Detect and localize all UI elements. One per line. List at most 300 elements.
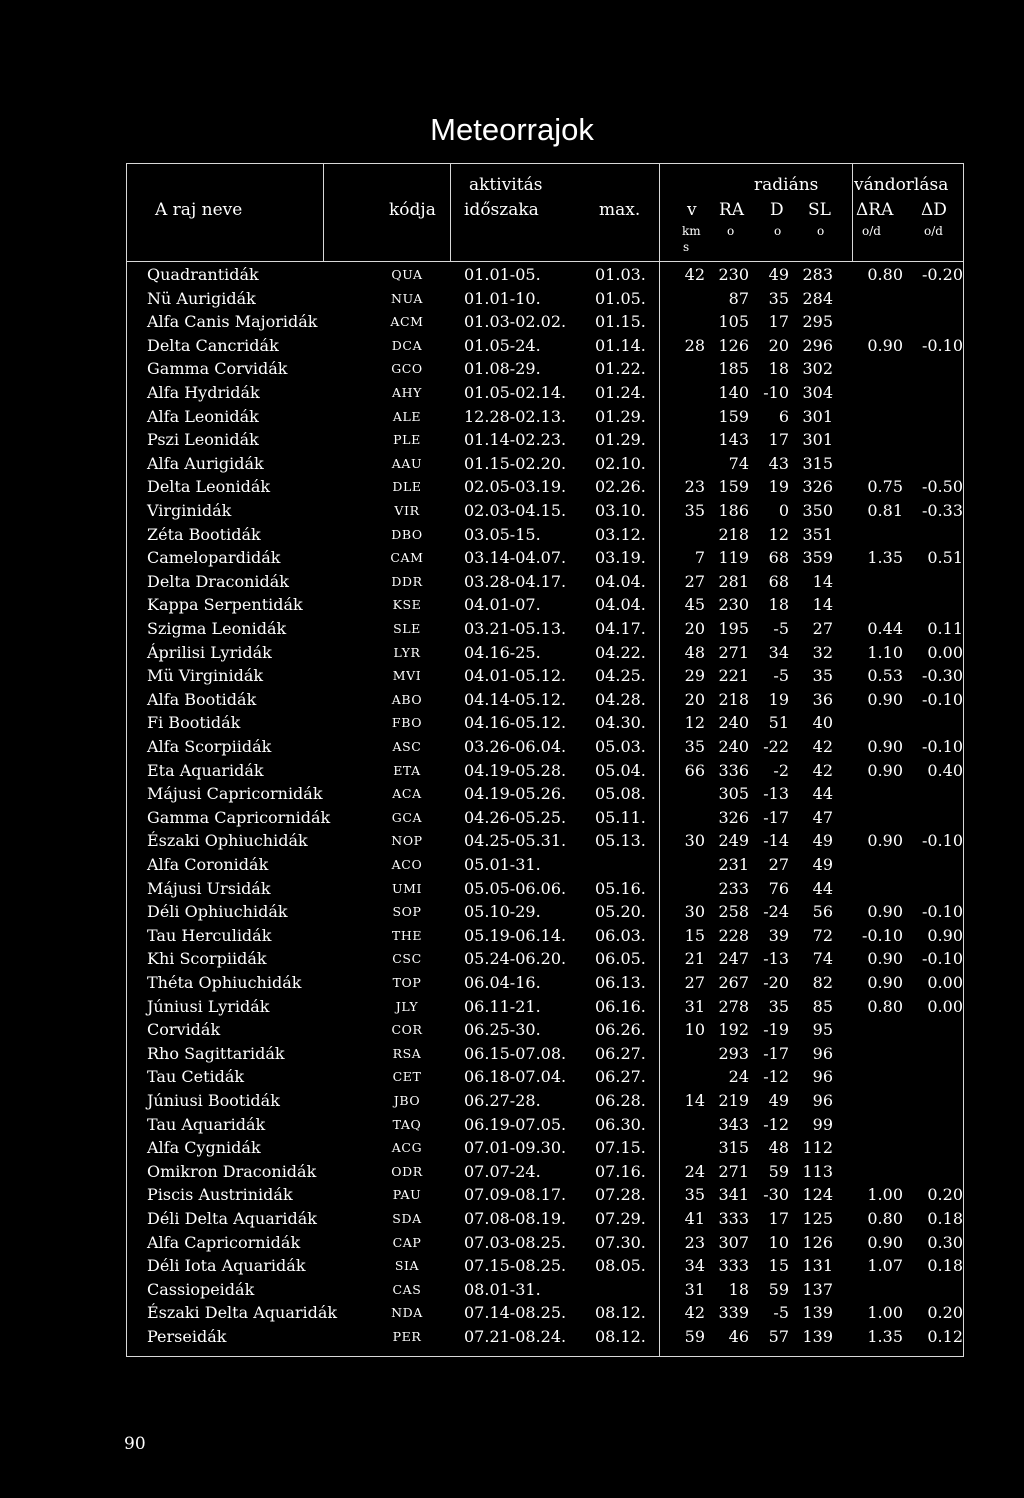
shower-name: Camelopardidák: [147, 548, 281, 568]
activity-period: 04.01-07.: [464, 595, 541, 615]
activity-period: 05.24-06.20.: [464, 949, 567, 969]
shower-code: TOP: [392, 975, 422, 990]
shower-name: Omikron Draconidák: [147, 1161, 317, 1181]
activity-period: 07.07-24.: [464, 1161, 541, 1181]
shower-code: ASC: [392, 739, 422, 754]
radiant-sl: 27: [812, 619, 833, 638]
drift-d: 0.00: [927, 642, 963, 662]
velocity: 42: [684, 1303, 705, 1323]
drift-ra: 1.07: [867, 1256, 903, 1276]
activity-period: 07.14-08.25.: [464, 1303, 567, 1323]
maximum-date: 05.03.: [595, 737, 646, 756]
activity-period: 01.08-29.: [464, 359, 541, 379]
radiant-d: 6: [778, 406, 789, 426]
header-drift: vándorlása: [854, 175, 949, 195]
radiant-d: -12: [763, 1114, 789, 1134]
shower-code: AHY: [392, 385, 422, 400]
drift-d: -0.10: [921, 737, 963, 756]
radiant-d: 17: [768, 1209, 789, 1228]
shower-code: ACA: [392, 786, 422, 802]
radiant-sl: 40: [812, 713, 833, 733]
radiant-ra: 218: [718, 524, 749, 544]
radiant-d: -12: [763, 1067, 789, 1087]
radiant-ra: 233: [718, 878, 749, 898]
drift-d: -0.33: [921, 501, 963, 520]
radiant-sl: 295: [802, 312, 833, 332]
drift-ra: 1.00: [867, 1185, 903, 1205]
shower-name: Szigma Leonidák: [147, 619, 287, 638]
drift-d: 0.51: [927, 548, 963, 568]
radiant-d: 59: [768, 1279, 789, 1299]
velocity: 12: [684, 713, 705, 733]
radiant-ra: 258: [718, 902, 749, 922]
shower-name: Corvidák: [147, 1020, 221, 1040]
activity-period: 08.01-31.: [464, 1279, 541, 1299]
header-sl: SL: [808, 200, 831, 220]
radiant-d: 12: [768, 524, 789, 544]
maximum-date: 04.04.: [595, 595, 646, 615]
velocity: 48: [684, 642, 705, 662]
radiant-sl: 49: [812, 855, 833, 874]
header-activity-bottom: időszaka: [464, 200, 539, 220]
drift-ra: 0.44: [867, 619, 903, 638]
shower-code: PLE: [393, 432, 421, 448]
shower-name: Quadrantidák: [147, 265, 259, 284]
shower-code: DBO: [391, 526, 423, 542]
shower-code: AAU: [391, 455, 423, 471]
header-delta-ra: ΔRA: [856, 200, 894, 220]
maximum-date: 05.13.: [595, 831, 646, 851]
drift-ra: 0.90: [867, 949, 903, 969]
drift-d: -0.10: [921, 831, 963, 851]
drift-d: 0.40: [927, 760, 963, 780]
radiant-ra: 159: [718, 477, 749, 497]
drift-ra: 0.80: [867, 1209, 903, 1228]
maximum-date: 01.29.: [595, 430, 646, 450]
radiant-d: 17: [768, 430, 789, 450]
maximum-date: 07.16.: [595, 1161, 646, 1181]
radiant-d: 76: [768, 878, 789, 898]
radiant-sl: 35: [812, 666, 833, 686]
drift-d: -0.10: [921, 902, 963, 922]
maximum-date: 05.08.: [595, 784, 646, 804]
shower-name: Alfa Bootidák: [147, 689, 257, 709]
radiant-sl: 139: [802, 1327, 833, 1346]
shower-name: Delta Cancridák: [147, 335, 279, 355]
activity-period: 05.01-31.: [464, 855, 541, 874]
radiant-d: -5: [773, 666, 789, 686]
radiant-d: -14: [763, 831, 789, 851]
radiant-d: -5: [773, 1303, 789, 1323]
shower-name: Júniusi Bootidák: [147, 1091, 280, 1110]
maximum-date: 05.11.: [595, 807, 646, 827]
maximum-date: 01.29.: [595, 406, 646, 426]
meteor-shower-table: [126, 163, 964, 1357]
radiant-ra: 230: [718, 265, 749, 284]
activity-period: 04.16-25.: [464, 642, 541, 662]
shower-name: Áprilisi Lyridák: [147, 642, 272, 662]
drift-ra: -0.10: [861, 925, 903, 945]
radiant-sl: 131: [802, 1256, 833, 1276]
maximum-date: 07.30.: [595, 1232, 646, 1252]
shower-code: SDA: [392, 1211, 422, 1226]
shower-name: Alfa Scorpiidák: [147, 737, 272, 756]
velocity: 34: [684, 1256, 705, 1276]
radiant-sl: 284: [802, 288, 833, 308]
drift-ra: 0.75: [867, 477, 903, 497]
radiant-d: 20: [768, 335, 789, 355]
radiant-ra: 271: [718, 1161, 749, 1181]
drift-d: -0.50: [921, 477, 963, 497]
radiant-ra: 87: [728, 288, 749, 308]
activity-period: 05.19-06.14.: [464, 925, 567, 945]
radiant-sl: 47: [812, 807, 833, 827]
shower-name: Északi Ophiuchidák: [147, 831, 308, 851]
drift-ra: 0.80: [867, 996, 903, 1016]
radiant-d: -2: [773, 760, 789, 780]
maximum-date: 05.20.: [595, 902, 646, 922]
shower-code: COR: [391, 1022, 423, 1038]
radiant-ra: 219: [718, 1091, 749, 1110]
maximum-date: 07.28.: [595, 1185, 646, 1205]
maximum-date: 06.27.: [595, 1067, 646, 1087]
drift-ra: 0.90: [867, 689, 903, 709]
velocity: 24: [684, 1161, 705, 1181]
radiant-d: -20: [763, 973, 789, 992]
header-code: kódja: [389, 200, 436, 220]
radiant-d: -22: [763, 737, 789, 756]
shower-code: ETA: [393, 762, 421, 778]
drift-d: 0.00: [927, 973, 963, 992]
radiant-ra: 231: [718, 855, 749, 874]
drift-ra: 0.90: [867, 973, 903, 992]
radiant-d: 10: [768, 1232, 789, 1252]
radiant-d: 0: [778, 501, 789, 520]
radiant-ra: 18: [728, 1279, 749, 1299]
radiant-ra: 185: [718, 359, 749, 379]
velocity: 7: [694, 548, 705, 568]
drift-d: 0.11: [927, 619, 963, 638]
drift-ra: 1.10: [867, 642, 903, 662]
activity-period: 07.01-09.30.: [464, 1138, 567, 1158]
radiant-d: 35: [768, 996, 789, 1016]
maximum-date: 03.10.: [595, 501, 646, 520]
radiant-d: 19: [768, 689, 789, 709]
header-name: A raj neve: [155, 200, 243, 220]
shower-code: SOP: [392, 904, 422, 920]
shower-name: Déli Iota Aquaridák: [147, 1256, 306, 1276]
maximum-date: 04.28.: [595, 689, 646, 709]
header-radiant: radiáns: [754, 175, 819, 195]
radiant-sl: 72: [812, 925, 833, 945]
activity-period: 01.14-02.23.: [464, 430, 567, 450]
activity-period: 01.01-10.: [464, 288, 541, 308]
radiant-ra: 195: [718, 619, 749, 638]
radiant-d: -5: [773, 619, 789, 638]
radiant-ra: 218: [718, 689, 749, 709]
radiant-ra: 230: [718, 595, 749, 615]
velocity: 66: [684, 760, 705, 780]
velocity: 23: [684, 1232, 705, 1252]
radiant-sl: 113: [802, 1161, 833, 1181]
shower-name: Északi Delta Aquaridák: [147, 1303, 338, 1323]
maximum-date: 06.27.: [595, 1043, 646, 1063]
velocity: 29: [684, 666, 705, 686]
shower-name: Déli Delta Aquaridák: [147, 1209, 317, 1228]
drift-ra: 0.90: [867, 902, 903, 922]
header-d: D: [770, 200, 784, 220]
activity-period: 01.01-05.: [464, 265, 541, 284]
activity-period: 03.21-05.13.: [464, 619, 567, 638]
drift-ra: 0.53: [867, 666, 903, 686]
radiant-sl: 315: [802, 453, 833, 473]
shower-name: Alfa Aurigidák: [147, 453, 264, 473]
header-v-unit-s: s: [683, 240, 690, 254]
radiant-d: -13: [763, 949, 789, 969]
radiant-d: -13: [763, 784, 789, 804]
shower-code: JBO: [393, 1093, 421, 1108]
radiant-d: 48: [768, 1138, 789, 1158]
radiant-ra: 186: [718, 501, 749, 520]
maximum-date: 06.16.: [595, 996, 646, 1016]
velocity: 20: [684, 619, 705, 638]
radiant-ra: 339: [718, 1303, 749, 1323]
radiant-sl: 112: [802, 1138, 833, 1158]
radiant-sl: 351: [802, 524, 833, 544]
radiant-ra: 119: [718, 548, 749, 568]
radiant-d: 43: [768, 453, 789, 473]
shower-name: Piscis Austrinidák: [147, 1185, 293, 1205]
radiant-d: 57: [768, 1327, 789, 1346]
activity-period: 01.03-02.02.: [464, 312, 567, 332]
velocity: 15: [684, 925, 705, 945]
radiant-ra: 46: [728, 1327, 749, 1346]
header-ra-unit: o: [727, 224, 735, 238]
radiant-d: 27: [768, 855, 789, 874]
radiant-sl: 74: [812, 949, 833, 969]
shower-code: DDR: [391, 573, 423, 589]
radiant-sl: 283: [802, 265, 833, 284]
shower-code: ABO: [391, 691, 423, 707]
velocity: 20: [684, 689, 705, 709]
maximum-date: 04.22.: [595, 642, 646, 662]
radiant-d: 49: [768, 1091, 789, 1110]
velocity: 21: [684, 949, 705, 969]
maximum-date: 06.28.: [595, 1091, 646, 1110]
drift-ra: 1.00: [867, 1303, 903, 1323]
radiant-sl: 96: [812, 1091, 833, 1110]
shower-code: DLE: [392, 479, 422, 495]
drift-ra: 0.90: [867, 831, 903, 851]
radiant-d: -19: [763, 1020, 789, 1040]
drift-d: 0.18: [927, 1209, 963, 1228]
shower-name: Májusi Capricornidák: [147, 784, 323, 804]
header-sl-unit: o: [817, 224, 825, 238]
shower-code: NUA: [391, 290, 423, 306]
maximum-date: 08.05.: [595, 1256, 646, 1276]
activity-period: 06.25-30.: [464, 1020, 541, 1040]
drift-ra: 0.90: [867, 760, 903, 780]
activity-period: 04.19-05.28.: [464, 760, 567, 780]
shower-code: RSA: [392, 1045, 422, 1061]
shower-name: Tau Aquaridák: [147, 1114, 266, 1134]
velocity: 42: [684, 265, 705, 284]
shower-name: Tau Cetidák: [147, 1067, 245, 1087]
maximum-date: 07.15.: [595, 1138, 646, 1158]
shower-code: THE: [391, 927, 423, 943]
radiant-ra: 143: [718, 430, 749, 450]
shower-name: Pszi Leonidák: [147, 430, 259, 450]
header-max: max.: [599, 200, 641, 220]
radiant-ra: 24: [728, 1067, 749, 1087]
radiant-sl: 49: [812, 831, 833, 851]
maximum-date: 04.25.: [595, 666, 646, 686]
radiant-sl: 96: [812, 1067, 833, 1087]
maximum-date: 05.04.: [595, 760, 646, 780]
velocity: 10: [684, 1020, 705, 1040]
shower-name: Alfa Hydridák: [147, 383, 260, 402]
shower-name: Théta Ophiuchidák: [147, 973, 302, 992]
radiant-ra: 343: [718, 1114, 749, 1134]
maximum-date: 04.17.: [595, 619, 646, 638]
maximum-date: 06.13.: [595, 973, 646, 992]
radiant-sl: 85: [812, 996, 833, 1016]
shower-name: Khi Scorpiidák: [147, 949, 267, 969]
activity-period: 04.14-05.12.: [464, 689, 567, 709]
shower-code: KSE: [392, 597, 422, 613]
radiant-ra: 249: [718, 831, 749, 851]
drift-d: 0.20: [927, 1303, 963, 1323]
radiant-sl: 96: [812, 1043, 833, 1063]
shower-name: Delta Draconidák: [147, 571, 289, 591]
shower-name: Májusi Ursidák: [147, 878, 271, 898]
header-d-unit: o: [774, 224, 782, 238]
page-number: 90: [124, 1434, 146, 1454]
radiant-ra: 333: [718, 1256, 749, 1276]
drift-d: 0.20: [927, 1185, 963, 1205]
velocity: 27: [684, 571, 705, 591]
shower-code: CAS: [392, 1281, 422, 1297]
drift-d: 0.12: [927, 1327, 963, 1346]
shower-code: NDA: [391, 1305, 423, 1321]
activity-period: 02.03-04.15.: [464, 501, 567, 520]
radiant-sl: 44: [812, 878, 833, 898]
shower-name: Júniusi Lyridák: [147, 996, 270, 1016]
shower-code: PER: [392, 1329, 422, 1344]
radiant-d: 18: [768, 359, 789, 379]
activity-period: 05.05-06.06.: [464, 878, 567, 898]
radiant-ra: 315: [718, 1138, 749, 1158]
radiant-ra: 140: [718, 383, 749, 402]
drift-d: 0.00: [927, 996, 963, 1016]
drift-d: 0.18: [927, 1256, 963, 1276]
velocity: 28: [684, 335, 705, 355]
radiant-sl: 302: [802, 359, 833, 379]
shower-code: NOP: [391, 833, 423, 849]
activity-period: 04.16-05.12.: [464, 713, 567, 733]
radiant-sl: 350: [802, 501, 833, 520]
radiant-d: -30: [763, 1185, 789, 1205]
maximum-date: 08.12.: [595, 1327, 646, 1346]
shower-code: ALE: [392, 408, 422, 424]
activity-period: 04.26-05.25.: [464, 807, 567, 827]
activity-period: 01.05-24.: [464, 335, 541, 355]
radiant-sl: 304: [802, 383, 833, 402]
radiant-sl: 359: [802, 548, 833, 568]
maximum-date: 03.12.: [595, 524, 646, 544]
maximum-date: 04.04.: [595, 571, 646, 591]
drift-d: -0.10: [921, 949, 963, 969]
maximum-date: 01.22.: [595, 359, 646, 379]
shower-name: Gamma Corvidák: [147, 359, 288, 379]
activity-period: 01.05-02.14.: [464, 383, 567, 402]
drift-d: -0.10: [921, 689, 963, 709]
shower-name: Tau Herculidák: [147, 925, 272, 945]
maximum-date: 06.26.: [595, 1020, 646, 1040]
shower-name: Kappa Serpentidák: [147, 595, 303, 615]
radiant-sl: 14: [812, 595, 833, 615]
maximum-date: 06.05.: [595, 949, 646, 969]
radiant-sl: 301: [802, 430, 833, 450]
maximum-date: 06.03.: [595, 925, 646, 945]
radiant-sl: 99: [812, 1114, 833, 1134]
radiant-d: -17: [763, 807, 789, 827]
velocity: 35: [684, 1185, 705, 1205]
shower-name: Alfa Capricornidák: [147, 1232, 301, 1252]
header-ra: RA: [719, 200, 745, 220]
activity-period: 07.21-08.24.: [464, 1327, 567, 1346]
activity-period: 07.03-08.25.: [464, 1232, 567, 1252]
radiant-ra: 159: [718, 406, 749, 426]
radiant-d: 68: [768, 548, 789, 568]
radiant-sl: 124: [802, 1185, 833, 1205]
shower-code: CSC: [392, 951, 422, 967]
activity-period: 06.19-07.05.: [464, 1114, 567, 1134]
shower-code: ACG: [391, 1140, 423, 1156]
radiant-ra: 267: [718, 973, 749, 992]
shower-code: LYR: [393, 644, 421, 660]
radiant-sl: 56: [812, 902, 833, 922]
radiant-sl: 95: [812, 1020, 833, 1040]
drift-ra: 0.90: [867, 335, 903, 355]
shower-name: Alfa Leonidák: [147, 406, 259, 426]
velocity: 27: [684, 973, 705, 992]
radiant-d: 49: [768, 265, 789, 284]
shower-name: Déli Ophiuchidák: [147, 902, 288, 922]
shower-code: VIR: [394, 503, 420, 518]
radiant-ra: 336: [718, 760, 749, 780]
header-delta-ra-unit: o/d: [862, 224, 881, 238]
header-delta-d: ΔD: [921, 200, 947, 220]
activity-period: 04.19-05.26.: [464, 784, 567, 804]
shower-code: GCO: [391, 361, 423, 377]
radiant-d: 19: [768, 477, 789, 497]
shower-code: CAP: [392, 1234, 422, 1250]
radiant-d: 39: [768, 925, 789, 945]
shower-name: Virginidák: [147, 501, 232, 520]
shower-code: ACO: [391, 857, 423, 872]
maximum-date: 01.15.: [595, 312, 646, 332]
velocity: 31: [684, 1279, 705, 1299]
radiant-sl: 32: [812, 642, 833, 662]
radiant-ra: 271: [718, 642, 749, 662]
activity-period: 07.15-08.25.: [464, 1256, 567, 1276]
radiant-ra: 293: [718, 1043, 749, 1063]
shower-name: Cassiopeidák: [147, 1279, 255, 1299]
shower-name: Fi Bootidák: [147, 713, 241, 733]
radiant-ra: 341: [718, 1185, 749, 1205]
radiant-ra: 305: [718, 784, 749, 804]
